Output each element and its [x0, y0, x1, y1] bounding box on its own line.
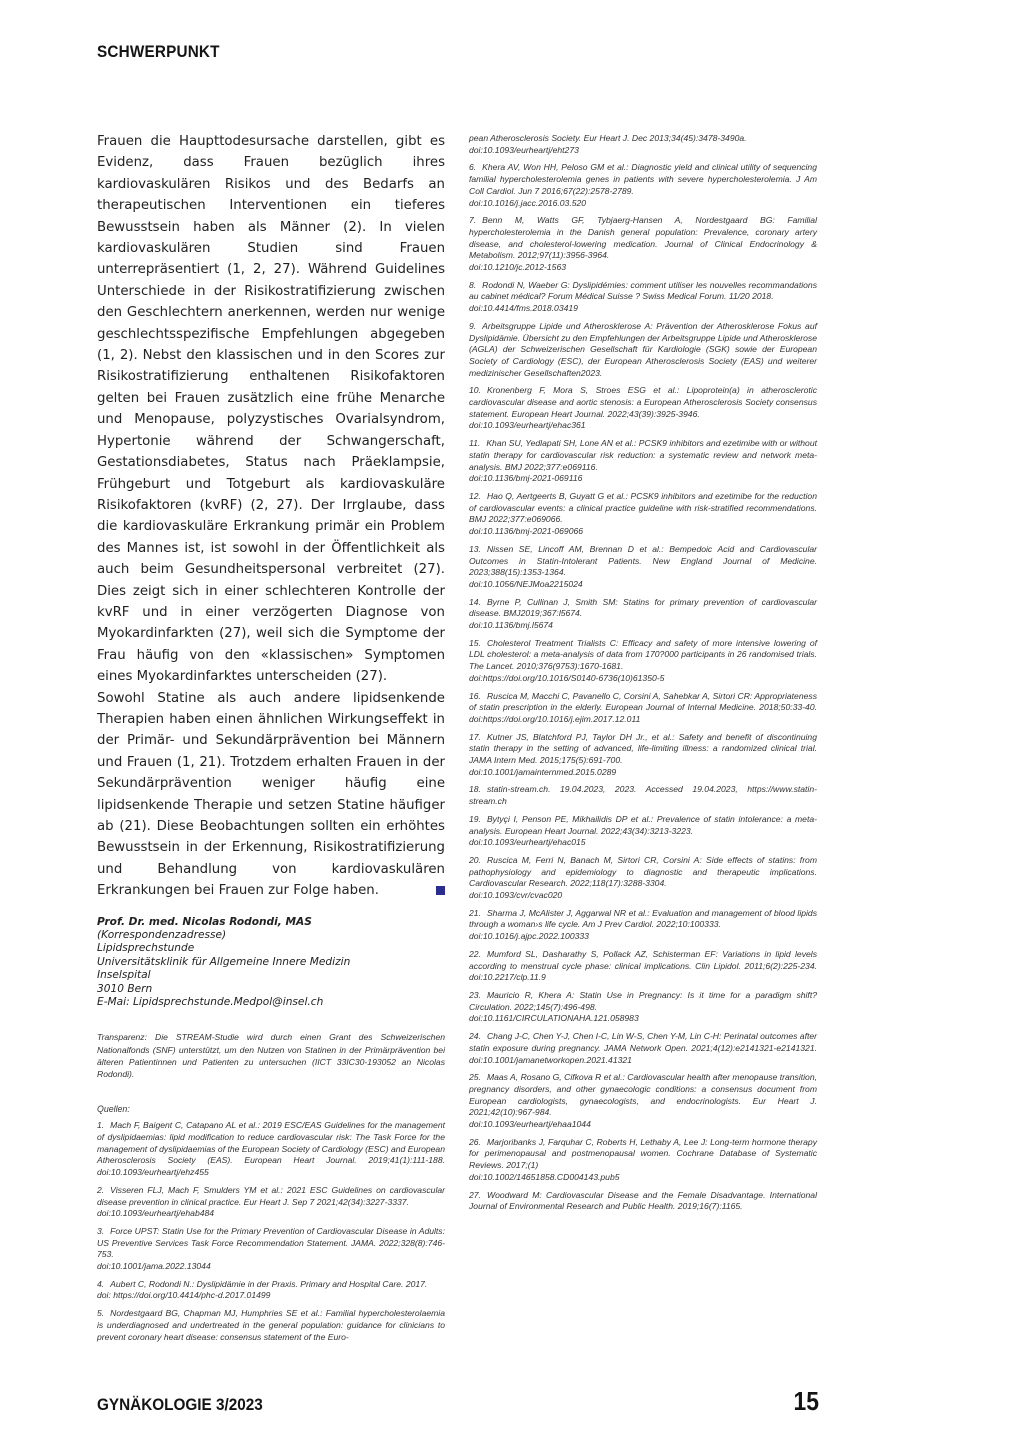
reference-number: 7. [469, 215, 477, 226]
reference-text: Bytyçi I, Penson PE, Mikhailidis DP et al.: Prevalence of statin intolerance: a meta-analysis. European Heart Journal. 2022;43(34):3213-3223. [469, 813, 817, 836]
reference-doi: doi:10.1093/eurheartj/ehaa1044 [469, 1119, 591, 1130]
reference-number: 2. [97, 1184, 105, 1195]
author-address-line: 3010 Bern [97, 982, 153, 995]
reference-item [469, 491, 817, 538]
reference-text: Woodward M: Cardiovascular Disease and the Female Disadvantage. International Journal of Environmental Research and Public Health. 2019;16(7):1165. [469, 1189, 817, 1212]
left-column [97, 131, 445, 1349]
references-list-left [97, 1120, 445, 1343]
reference-doi: doi:10.1136/bmj-2021-069066 [469, 526, 584, 537]
reference-text: Khan SU, Yedlapati SH, Lone AN et al.: PCSK9 inhibitors and ezetimibe with or without statin therapy for cardiovascular risk reduction: a systematic review and network meta-analysis. BMJ 2022;377:e069116. [469, 438, 817, 472]
reference-number: 11. [469, 438, 481, 449]
reference-number: 20. [469, 854, 481, 865]
reference-text: Visseren FLJ, Mach F, Smulders YM et al.: 2021 ESC Guidelines on cardiovascular disease prevention in clinical practice. Eur Heart J. Sep 7 2021;42(34):3227-3337. [97, 1184, 445, 1207]
reference-doi: doi:10.4414/fms.2018.03419 [469, 303, 578, 314]
reference-doi: doi:10.1161/CIRCULATIONAHA.121.058983 [469, 1013, 639, 1024]
transparency-note: Transparenz: Die STREAM-Studie wird durch einen Grant des Schweizerischen Nationalfonds (SNF) unterstützt, um den Nutzen von Statinen in der Primärprävention bei älteren Patientinnen und Patienten zu untersuchen (IICT 33IC30-193052 an Nicolas Rodondi). [97, 1032, 445, 1080]
reference-number: 5. [97, 1308, 105, 1319]
reference-doi: doi:10.1016/j.jacc.2016.03.520 [469, 197, 587, 208]
reference-number: 15. [469, 637, 481, 648]
reference-item [469, 385, 817, 432]
reference-item [469, 1137, 817, 1184]
reference-number: 19. [469, 813, 481, 824]
reference-text: Mumford SL, Dasharathy S, Pollack AZ, Schisterman EF: Variations in lipid levels according to menstrual cycle phase: clinical implications. Clin Lipidol. 2011;6(2):225-234. doi:10.2217/clp.11.9 [469, 948, 817, 983]
reference-number: 4. [97, 1278, 105, 1289]
reference-item [469, 1072, 817, 1131]
reference-doi: doi:10.1093/eurheartj/eht273 [469, 144, 579, 155]
reference-item [469, 949, 817, 984]
reference-doi: doi:10.1210/jc.2012-1563 [469, 262, 566, 273]
reference-number: 12. [469, 490, 481, 501]
reference-text: Maas A, Rosano G, Cifkova R et al.: Cardiovascular health after menopause transition, pregnancy disorders, and other gynaecologic conditions: a consensus document from European cardiologists, gynaecologists, and endocrinologists. Eur Heart J. 2021;42(10):967-984. [469, 1072, 817, 1118]
reference-number: 16. [469, 690, 481, 701]
author-address-line: Universitätsklinik für Allgemeine Innere Medizin [97, 955, 351, 968]
body-paragraph [97, 688, 445, 902]
reference-doi: doi:10.1093/cvr/cvac020 [469, 890, 563, 901]
reference-item [469, 814, 817, 849]
reference-item [469, 215, 817, 274]
reference-text: Hao Q, Aertgeerts B, Guyatt G et al.: PCSK9 inhibitors and ezetimibe for the reduction of cardiovascular events: a clinical practice guideline with risk-stratified recommendations. BMJ 2022;377:e069066. [469, 490, 817, 525]
reference-number: 26. [469, 1136, 481, 1147]
reference-item [469, 544, 817, 591]
reference-number: 27. [469, 1189, 481, 1200]
reference-item [469, 1031, 817, 1066]
reference-text: pean Atherosclerosis Society. Eur Heart J. Dec 2013;34(45):3478-3490a. [469, 133, 747, 143]
reference-text: Aubert C, Rodondi N.: Dyslipidämie in der Praxis. Primary and Hospital Care. 2017. [110, 1278, 428, 1289]
reference-text: Nordestgaard BG, Chapman MJ, Humphries SE et al.: Familial hypercholesterolaemia is underdiagnosed and undertreated in the general population: guidance for clinicians to prevent coronary heart disease: consensus statement of the Euro- [97, 1308, 445, 1342]
reference-doi: doi:10.1136/bmj.l5674 [469, 620, 553, 631]
reference-doi: doi: https://doi.org/10.4414/phc-d.2017.01499 [97, 1290, 271, 1301]
reference-number: 24. [469, 1031, 481, 1042]
reference-item [469, 784, 817, 807]
reference-doi: doi:10.1001/jamainternmed.2015.0289 [469, 766, 617, 777]
reference-number: 14. [469, 596, 481, 607]
author-email: E-Mai: Lipidsprechstunde.Medpol@insel.ch [97, 996, 324, 1009]
body-paragraph-text: Sowohl Statine als auch andere lipidsenkende Therapien haben einen ähnlichen Wirkungseffekt in der Primär- und Sekundärprävention bei Männern und Frauen (1, 21). Trotzdem erhalten Frauen in der Sekundärprävention weniger häufig eine lipidsenkende Therapie und setzen Statine häufiger ab (21). Diese Beobachtungen sollten ein erhöhtes Bewusstsein in der Erkennung, Risikostratifizierung und Behandlung von kardiovaskulären Erkrankungen bei Frauen zur Folge haben. [97, 690, 445, 899]
reference-doi: doi:10.1056/NEJMoa2215024 [469, 578, 583, 589]
reference-item [469, 855, 817, 902]
reference-item [97, 1308, 445, 1343]
reference-number: 17. [469, 731, 481, 742]
reference-item [469, 597, 817, 632]
reference-number: 10. [469, 385, 481, 396]
reference-number: 21. [469, 907, 481, 918]
reference-doi: doi:10.1093/eurheartj/ehac361 [469, 420, 586, 431]
author-block [97, 916, 445, 1010]
reference-doi: doi:10.1001/jama.2022.13044 [97, 1261, 211, 1272]
end-of-article-mark [436, 886, 445, 895]
reference-item [469, 162, 817, 209]
author-address-line: Lipidsprechstunde [97, 942, 195, 955]
author-name: Prof. Dr. med. Nicolas Rodondi, MAS [97, 915, 312, 928]
reference-text: Khera AV, Won HH, Peloso GM et al.: Diagnostic yield and clinical utility of sequencing familial hypercholesterolemia genes in patients with severe hypercholesterolemia. J Am Coll Cardiol. Jun 7 2016;67(22):2578-2789. [469, 162, 817, 196]
reference-number: 3. [97, 1225, 105, 1236]
references-list-right [469, 133, 817, 1213]
reference-doi: doi:10.1016/j.ajpc.2022.100333 [469, 931, 589, 942]
reference-item [469, 691, 817, 726]
reference-item [469, 438, 817, 485]
page-number: 15 [793, 1386, 819, 1416]
reference-item [97, 1120, 445, 1179]
reference-item [469, 990, 817, 1025]
reference-text: Benn M, Watts GF, Tybjaerg-Hansen A, Nordestgaard BG: Familial hypercholesterolemia in the Danish general population: Prevalence, coronary artery disease, and cholesterol-lowering medication. Journal of Clinical Endocrinology & Metabolism. 2012;97(11):3956-3964. [469, 215, 817, 261]
reference-item [469, 133, 817, 156]
reference-item [469, 908, 817, 943]
reference-number: 13. [469, 543, 481, 554]
reference-item [469, 1190, 817, 1213]
references-heading: Quellen: [97, 1104, 130, 1115]
reference-text: Kutner JS, Blatchford PJ, Taylor DH Jr., et al.: Safety and benefit of discontinuing statin therapy in the setting of advanced, life-limiting illness: a randomized clinical trial. JAMA Intern Med. 2015;175(5):691-700. [469, 731, 817, 766]
reference-number: 1. [97, 1120, 105, 1131]
reference-text: Mach F, Baigent C, Catapano AL et al.: 2019 ESC/EAS Guidelines for the management of dyslipidaemias: lipid modification to reduce cardiovascular risk: The Task Force for the management of dyslipidaemias of the European Society of Cardiology (ESC) and European Atherosclerosis Society (EAS). European Heart Journal. 2019;41(1):111-188. doi:10.1093/eurheartj/ehz455 [97, 1120, 445, 1178]
reference-number: 9. [469, 320, 477, 331]
reference-item [469, 732, 817, 779]
reference-doi: doi:10.1093/eurheartj/ehac015 [469, 837, 586, 848]
reference-text: Rodondi N, Waeber G: Dyslipidémies: comment utiliser les nouvelles recommandations au cabinet médical? Forum Médical Suisse ? Swiss Medical Forum. 11/20 2018. [469, 279, 817, 302]
reference-text: Arbeitsgruppe Lipide und Atherosklerose A: Prävention der Atherosklerose Fokus auf Dyslipidämie. Übersicht zu den Empfehlungen der Arbeitsgruppe Lipide und Atherosklerose (AGLA) der Schweizerischen Gesellschaft für Kardiologie (SGK) sowie der European Society of Cardiology (ESC), der European Atherosclerosis Society (EAS) und weiterer medizinischer Gesellschaften2023. [469, 320, 817, 378]
reference-number: 18. [469, 784, 481, 795]
reference-item [97, 1279, 445, 1302]
reference-text: Ruscica M, Ferri N, Banach M, Sirtori CR, Corsini A: Side effects of statins: from pathophysiology and epidemiology to diagnostic and therapeutic implications. Cardiovascular Research. 2022;118(17):3288-3304. [469, 854, 817, 889]
reference-number: 25. [469, 1072, 481, 1083]
reference-text: Chang J-C, Chen Y-J, Chen I-C, Lin W-S, Chen Y-M, Lin C-H: Perinatal outcomes after statin exposure during pregnancy. JAMA Network Open. 2021;4(12):e2141321-e2141321. doi:10.1001/jamanetworkopen.2021.41321 [469, 1031, 817, 1065]
reference-text: Nissen SE, Lincoff AM, Brennan D et al.: Bempedoic Acid and Cardiovascular Outcomes in Statin-Intolerant Patients. New England Journal of Medicine. 2023;388(15):1353-1364. [469, 543, 817, 578]
reference-item [469, 280, 817, 315]
footer-journal-issue: GYNÄKOLOGIE 3/2023 [97, 1395, 263, 1414]
reference-text: Kronenberg F, Mora S, Stroes ESG et al.: Lipoprotein(a) in atherosclerotic cardiovascular disease and aortic stenosis: a European Atherosclerosis Society consensus statement. European Heart Journal. 2022;43(39):3925-3946. [469, 385, 817, 419]
reference-item [469, 321, 817, 380]
reference-number: 8. [469, 279, 477, 290]
reference-doi: doi:10.1093/eurheartj/ehab484 [97, 1208, 215, 1219]
reference-text: Byrne P, Cullinan J, Smith SM: Statins for primary prevention of cardiovascular disease. BMJ2019;367:l5674. [469, 596, 817, 619]
right-column [469, 133, 817, 1219]
reference-text: Mauricio R, Khera A: Statin Use in Pregnancy: Is it time for a paradigm shift? Circulation. 2022;145(7):496-498. [469, 990, 817, 1012]
reference-item [97, 1185, 445, 1220]
body-paragraph: Frauen die Haupttodesursache darstellen, gibt es Evidenz, dass Frauen bezüglich ihres kardiovaskulären Risikos und des Bedarfs an therapeutischen Interventionen ein tieferes Bewusstsein haben als Männer (2). In vielen kardiovaskulären Studien sind Frauen unterrepräsentiert (1, 2, 27). Während Guidelines Unterschiede in der Risikostratifizierung zwischen den Geschlechtern anerkennen, werden nur wenige geschlechtsspezifische Empfehlungen abgegeben (1, 2). Nebst den klassischen und in den Scores zur Risikostratifizierung enthaltenen Risikofaktoren gelten bei Frauen zusätzlich eine frühe Menarche und Menopause, polyzystisches Ovarialsyndrom, Hypertonie während der Schwangerschaft, Gestationsdiabetes, Status nach Präeklampsie, Frühgeburt und Totgeburt als kardiovaskuläre Risikofaktoren (kvRF) (2, 27). Der Irrglaube, dass die kardiovaskuläre Erkrankung primär ein Problem des Mannes ist, ist sowohl in der Öffentlichkeit als auch beim Gesundheitspersonal verbreitet (27). Dies zeigt sich in einer schlechteren Kontrolle der kvRF und in einer verzögerten Diagnose von Myokardinfarkten (27), weil sich die Symptome der Frau häufig von den «klassischen» Symptomen eines Myokardinfarktes unterscheiden (27). [97, 134, 445, 685]
reference-doi: doi:10.1002/14651858.CD004143.pub5 [469, 1171, 620, 1182]
section-header: SCHWERPUNKT [97, 42, 220, 61]
reference-item [97, 1226, 445, 1273]
reference-text: Ruscica M, Macchi C, Pavanello C, Corsini A, Sahebkar A, Sirtori CR: Appropriateness of statin prescription in the elderly. European Journal of Internal Medicine. 2018;50:33-40. doi:https://doi.org/10.1016/j.ejim.2017.12.011 [469, 690, 817, 724]
reference-number: 23. [469, 990, 481, 1000]
reference-text: statin-stream.ch. 19.04.2023, 2023. Accessed 19.04.2023, https://www.statin-stream.ch [469, 784, 817, 807]
reference-number: 22. [469, 948, 481, 959]
reference-text: Sharma J, McAlister J, Aggarwal NR et al.: Evaluation and management of blood lipids through a woman›s life cycle. Am J Prev Cardiol. 2022;10:100333. [469, 907, 817, 930]
reference-text: Cholesterol Treatment Trialists C: Efficacy and safety of more intensive lowering of LDL cholesterol: a meta-analysis of data from 170?000 participants in 26 randomised trials. The Lancet. 2010;376(9753):1670-1681. [469, 637, 817, 672]
reference-text: Marjoribanks J, Farquhar C, Roberts H, Lethaby A, Lee J: Long-term hormone therapy for perimenopausal and postmenopausal women. Cochrane Database of Systematic Reviews. 2017;(1) [469, 1136, 817, 1171]
author-role: (Korrespondenzadresse) [97, 929, 227, 942]
reference-text: Force UPST: Statin Use for the Primary Prevention of Cardiovascular Disease in Adults: US Preventive Services Task Force Recommendation Statement. JAMA. 2022;328(8):746-753. [97, 1225, 445, 1260]
reference-doi: doi:https://doi.org/10.1016/S0140-6736(10)61350-5 [469, 672, 665, 683]
reference-item [469, 638, 817, 685]
reference-doi: doi:10.1136/bmj-2021-069116 [469, 473, 583, 484]
reference-number: 6. [469, 162, 477, 173]
author-address-line: Inselspital [97, 969, 151, 982]
